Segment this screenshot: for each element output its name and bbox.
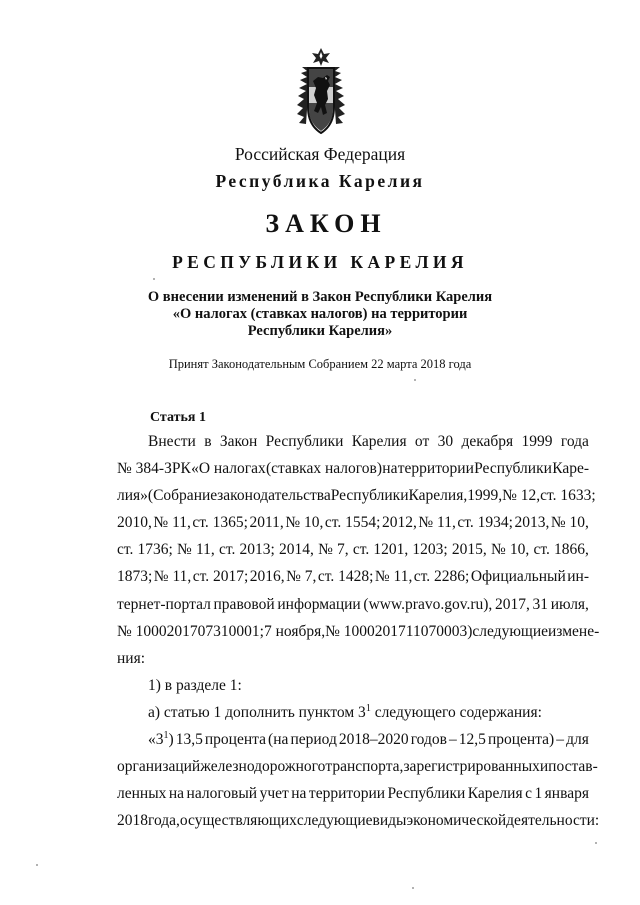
word: 11, xyxy=(196,541,215,559)
word: ст. 2286; xyxy=(413,568,470,586)
word: для xyxy=(566,731,589,749)
word: годов xyxy=(410,731,447,749)
word: 1999 xyxy=(521,433,553,450)
word: правовой xyxy=(213,595,275,613)
word: № xyxy=(318,541,333,559)
document-title-line: Республики Карелия» xyxy=(247,323,393,339)
word: 1203; xyxy=(412,541,448,559)
body-line xyxy=(117,428,589,455)
word: Карелия xyxy=(467,785,523,803)
word: на xyxy=(168,785,185,803)
body-line xyxy=(117,509,589,536)
body-line xyxy=(117,645,589,672)
word: «О налогах xyxy=(191,460,266,478)
word: ст. 1633; xyxy=(540,487,596,505)
word: Республики xyxy=(474,460,552,478)
republic-name: Республика Карелия xyxy=(215,171,425,191)
word: Внести xyxy=(148,433,196,450)
word: № 11, xyxy=(374,568,413,586)
quote-sup: 1 xyxy=(163,730,169,742)
word: № 10, xyxy=(550,514,589,532)
word: процента xyxy=(204,731,266,749)
word: 1999, xyxy=(467,487,503,505)
body-line-text: ния: xyxy=(117,649,146,667)
word: № 11, xyxy=(153,568,192,586)
law-title: ЗАКОН xyxy=(265,209,387,238)
word: период xyxy=(290,731,337,749)
document-title-line: О внесении изменений в Закон Республики Карелия xyxy=(147,289,493,305)
word: № xyxy=(490,541,506,559)
word: ст. xyxy=(218,541,236,559)
word: № 1000201711070003) xyxy=(325,622,473,640)
article-heading: Статья 1 xyxy=(150,410,206,425)
item-a xyxy=(117,699,589,726)
word: осуществляющих xyxy=(179,812,297,830)
quote-first-line xyxy=(117,726,589,753)
item-1 xyxy=(117,672,589,699)
word: года, xyxy=(148,812,180,830)
body-line xyxy=(117,591,589,618)
word: экономической xyxy=(406,812,507,830)
word: 7 ноября, xyxy=(263,622,326,640)
body-line xyxy=(117,482,596,509)
item-a-text xyxy=(148,699,542,726)
adoption-date: Принят Законодательным Собранием 22 марта 2018 года xyxy=(168,357,472,371)
word: постав- xyxy=(548,758,598,776)
word: измене- xyxy=(548,622,600,640)
word: 2016, xyxy=(249,568,285,586)
word: (Собрание xyxy=(147,487,218,505)
word: (на xyxy=(268,731,289,749)
word: Карелия, xyxy=(408,487,468,505)
word: ст. 1934; xyxy=(457,514,513,532)
body-line xyxy=(117,563,589,590)
document-title xyxy=(90,289,550,340)
body-line xyxy=(117,807,600,834)
word: деятельности: xyxy=(506,812,600,830)
word: 2018–2020 xyxy=(338,731,409,749)
word: учет xyxy=(259,785,289,803)
word: 10, xyxy=(509,541,530,559)
word: ин- xyxy=(567,568,589,586)
word: Закон xyxy=(219,433,258,450)
scan-speck xyxy=(414,379,416,381)
word: в xyxy=(204,433,212,450)
word: организаций xyxy=(117,758,201,776)
word: ст. 1365; xyxy=(192,514,248,532)
scan-speck xyxy=(412,887,414,889)
body-line xyxy=(117,455,589,482)
word: января xyxy=(544,785,589,803)
item-a-before: а) статью 1 дополнить пунктом 3 xyxy=(148,703,366,721)
word: 2011, xyxy=(249,514,284,532)
word: территории xyxy=(308,785,386,803)
word: с xyxy=(525,785,532,803)
word: 1873; xyxy=(117,568,153,586)
word: 31 xyxy=(532,595,549,613)
word: Республики xyxy=(265,433,344,450)
word: № xyxy=(177,541,192,559)
word: года xyxy=(560,433,589,450)
word: налоговый xyxy=(186,785,258,803)
word: ст. xyxy=(352,541,370,559)
word: ст. xyxy=(117,541,134,559)
word: 13,5 xyxy=(175,731,203,749)
document-title-line: «О налогах (ставках налогов) на территории xyxy=(172,306,468,322)
body-line xyxy=(117,753,598,780)
word: железнодорожного xyxy=(200,758,326,776)
word: декабря xyxy=(461,433,514,450)
word: Республики xyxy=(330,487,409,505)
word: 2017, xyxy=(494,595,530,613)
word: Каре- xyxy=(552,460,589,478)
word: тернет-портал xyxy=(117,595,211,613)
body-line xyxy=(117,536,589,563)
word: виды xyxy=(372,812,407,830)
scan-speck xyxy=(595,842,597,844)
word: ленных xyxy=(117,785,167,803)
word: информации xyxy=(277,595,361,613)
word: (www.pravo.gov.ru), xyxy=(363,595,493,613)
word: территории xyxy=(397,460,474,478)
word: 2010, xyxy=(117,514,152,532)
word: 2013, xyxy=(514,514,550,532)
word: Официальный xyxy=(470,568,566,586)
body-line xyxy=(117,780,589,807)
word: № 10, xyxy=(285,514,324,532)
coat-of-arms-karelia-icon xyxy=(292,47,350,139)
law-subtitle: РЕСПУБЛИКИ КАРЕЛИЯ xyxy=(172,252,468,272)
item-a-sup: 1 xyxy=(365,702,371,714)
word: ст. 2017; xyxy=(192,568,249,586)
scan-speck xyxy=(36,864,38,866)
word: на xyxy=(291,785,307,803)
word: 30 xyxy=(437,433,454,450)
word: лия» xyxy=(117,487,148,505)
quote-open: «$3^1$) xyxy=(148,726,174,753)
country-name: Российская Федерация xyxy=(234,144,406,164)
word: Карелия xyxy=(351,433,407,450)
word: следующие xyxy=(296,812,373,830)
word: Республики xyxy=(387,785,466,803)
word: 2014, xyxy=(279,541,314,559)
word: законодательства xyxy=(217,487,331,505)
word: на xyxy=(382,460,398,478)
word: – xyxy=(556,731,565,749)
word: транспорта, xyxy=(325,758,404,776)
word: зарегистрированных xyxy=(403,758,540,776)
word: 1866, xyxy=(554,541,589,559)
word: № 11, xyxy=(418,514,456,532)
word: 2018 xyxy=(117,812,148,830)
word: следующие xyxy=(472,622,549,640)
word: № 12, xyxy=(502,487,541,505)
item-a-after: следующего содержания: xyxy=(370,703,542,721)
word: июля, xyxy=(550,595,589,613)
quote-open-text: «3 xyxy=(148,731,164,749)
word: № 7, xyxy=(286,568,317,586)
word: № 384-ЗРК xyxy=(117,460,191,478)
word: 2013; xyxy=(239,541,275,559)
word: ст. xyxy=(533,541,550,559)
word: 2012, xyxy=(381,514,417,532)
word: № 1000201707310001; xyxy=(117,622,264,640)
word: (ставках налогов) xyxy=(265,460,382,478)
word: ст. 1428; xyxy=(317,568,374,586)
word: 2015, xyxy=(451,541,487,559)
word: ст. 1554; xyxy=(324,514,381,532)
word: 7, xyxy=(337,541,349,559)
word: 12,5 xyxy=(458,731,486,749)
article-body xyxy=(117,428,600,834)
scan-speck xyxy=(153,278,155,280)
body-line xyxy=(117,618,600,645)
word: от xyxy=(414,433,430,450)
item-1-text: 1) в разделе 1: xyxy=(148,676,242,694)
word: 1201, xyxy=(373,541,409,559)
word: 1736; xyxy=(137,541,173,559)
word: 1 xyxy=(534,785,543,803)
word: № 11, xyxy=(153,514,191,532)
word: и xyxy=(539,758,549,776)
word: – xyxy=(448,731,457,749)
word: процента) xyxy=(487,731,555,749)
